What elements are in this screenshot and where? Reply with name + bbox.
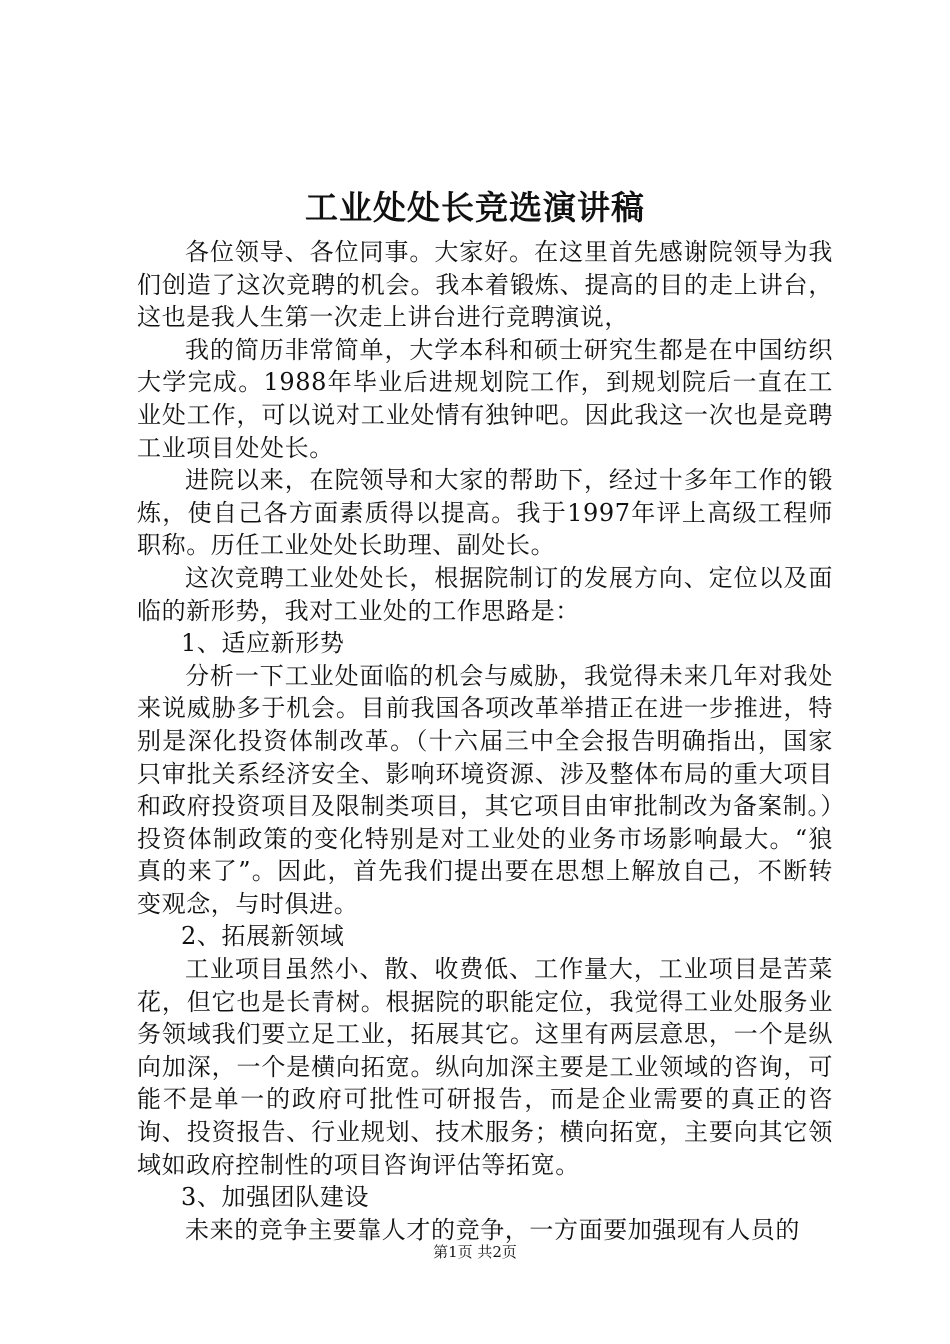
section-heading-3: 3、加强团队建设 bbox=[181, 1183, 370, 1212]
paragraph-section-2: 工业项目虽然小、散、收费低、工作量大，工业项目是苦菜花，但它也是长青树。根据院的职能定位，我觉得工业处服务业务领域我们要立足工业，拓展其它。这里有两层意思，一个是纵向加深，一个是横向拓宽。纵向加深主要是工业领域的咨询，可能不是单一的政府可批性可研报告，而是企业需要的真正的咨询、投资报告、行业规划、技术服务；横向拓宽，主要向其它领域如政府控制性的项目咨询评估等拓宽。 bbox=[137, 955, 833, 1179]
document-body bbox=[137, 236, 833, 1246]
paragraph-experience: 进院以来，在院领导和大家的帮助下，经过十多年工作的锻炼，使自己各方面素质得以提高。我于1997年评上高级工程师职称。历任工业处处长助理、副处长。 bbox=[137, 466, 833, 560]
paragraph-section-3: 未来的竞争主要靠人才的竞争，一方面要加强现有人员的 bbox=[185, 1215, 800, 1244]
paragraph-greeting: 各位领导、各位同事。大家好。在这里首先感谢院领导为我们创造了这次竞聘的机会。我本着锻炼、提高的目的走上讲台，这也是我人生第一次走上讲台进行竞聘演说， bbox=[137, 238, 833, 332]
page-footer: 第1页 共2页 bbox=[433, 1243, 517, 1261]
paragraph-section-1: 分析一下工业处面临的机会与威胁，我觉得未来几年对我处来说威胁多于机会。目前我国各项改革举措正在进一步推进，特别是深化投资体制改革。（十六届三中全会报告明确指出，国家只审批关系经济安全、影响环境资源、涉及整体布局的重大项目和政府投资项目及限制类项目，其它项目由审批制改为备案制。）投资体制政策的变化特别是对工业处的业务市场影响最大。“狼真的来了”。因此，首先我们提出要在思想上解放自己，不断转变观念，与时俱进。 bbox=[137, 661, 833, 918]
paragraph-work-ideas: 这次竞聘工业处处长，根据院制订的发展方向、定位以及面临的新形势，我对工业处的工作思路是： bbox=[137, 563, 833, 625]
section-heading-1: 1、适应新形势 bbox=[181, 629, 345, 658]
paragraph-resume: 我的简历非常简单，大学本科和硕士研究生都是在中国纺织大学完成。1988年毕业后进规划院工作，到规划院后一直在工业处工作，可以说对工业处情有独钟吧。因此我这一次也是竞聘工业项目处处长。 bbox=[137, 335, 833, 462]
section-heading-2: 2、拓展新领域 bbox=[181, 922, 345, 951]
document-title: 工业处处长竞选演讲稿 bbox=[305, 188, 645, 227]
